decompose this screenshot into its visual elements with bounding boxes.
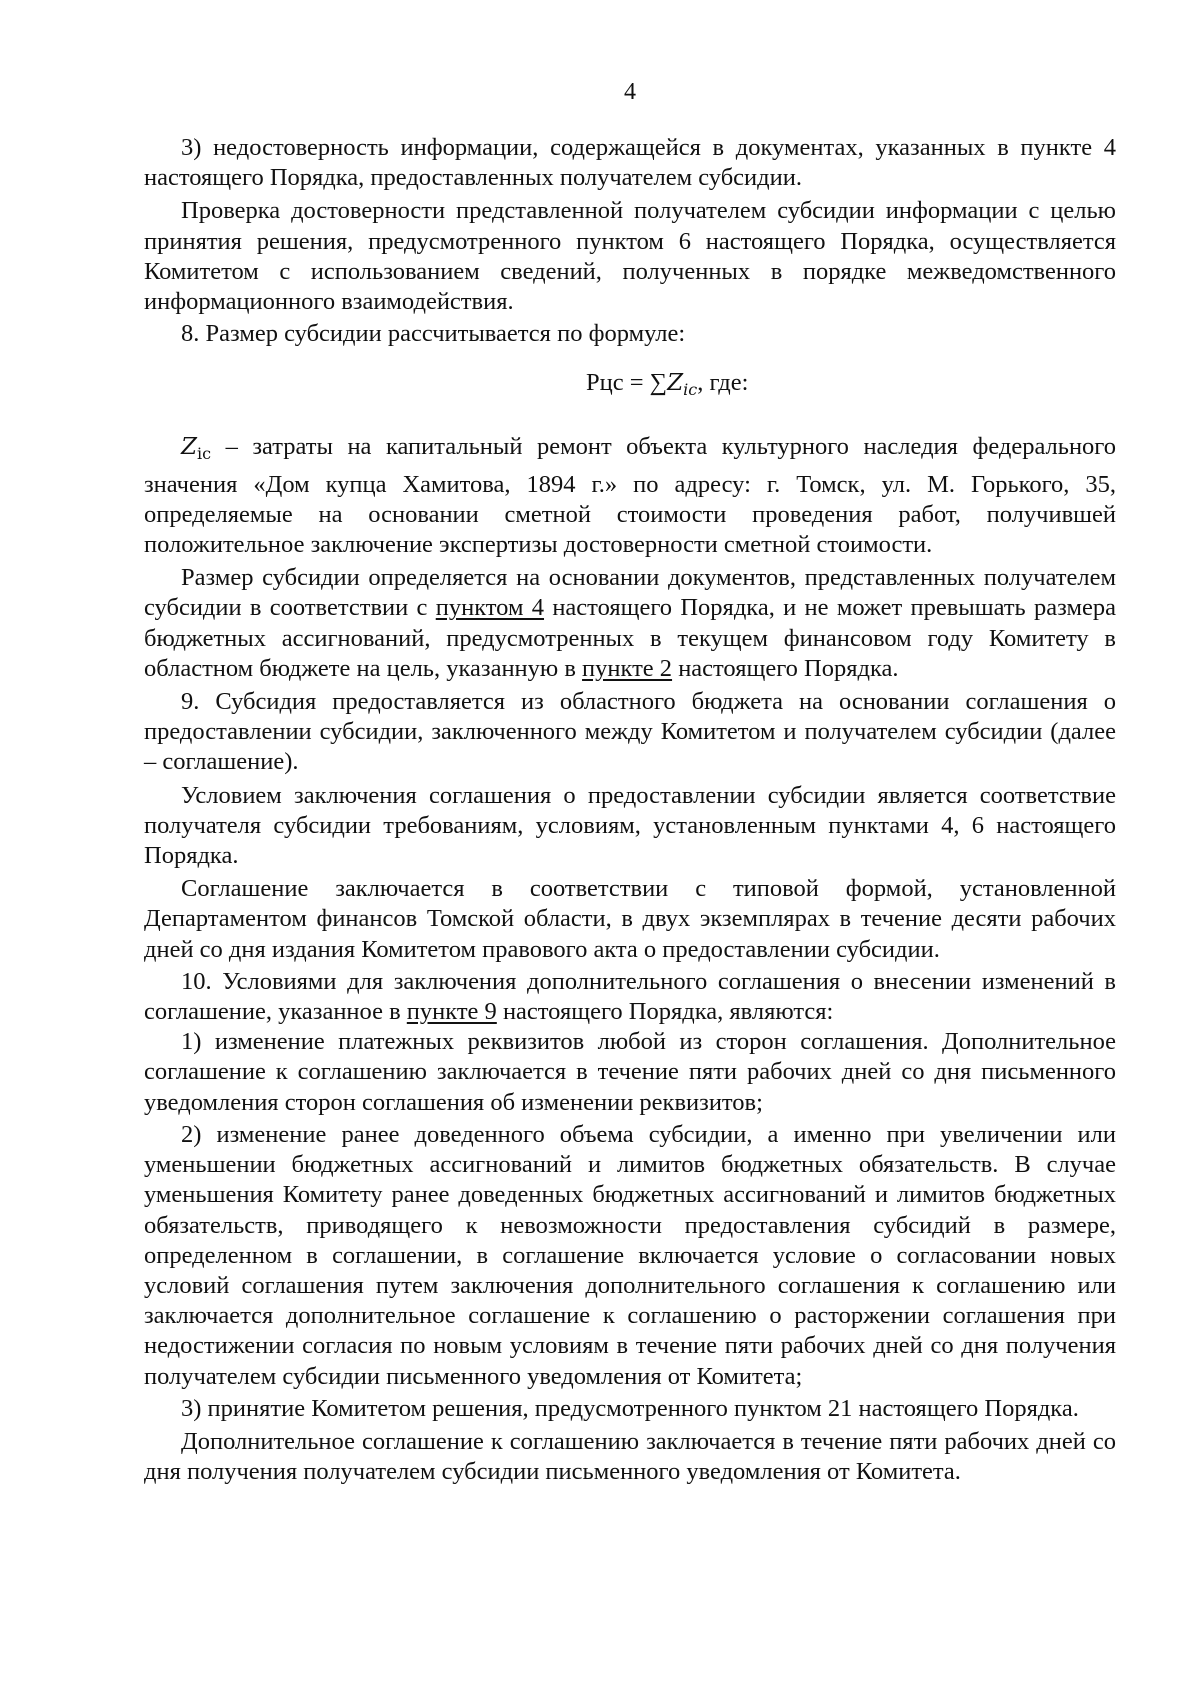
definition-text: – затраты на капитальный ремонт объекта культурного наследия федерального значения «Дом купца Хамитова, 1894 г.» по адресу: г. Томск, ул. М. Горького, 35, определяемые на основании сметной стоимости проведения работ, получившей положительное заключение экспертизы достоверности сметной стоимости.: [144, 433, 1116, 559]
page-number: 4: [624, 79, 636, 105]
paragraph-subsidy-size: [144, 563, 1116, 684]
definition-subscript: ic: [196, 444, 212, 464]
formula-tail: , где:: [697, 369, 749, 397]
subsidy-size-text-b: настоящего Порядка, и не может превышать размера бюджетных ассигнований, предусмотренных в текущем финансовом году Комитету в областном бюджете на цель, указанную в: [144, 594, 1116, 682]
paragraph-sub-item-2: 2) изменение ранее доведенного объема субсидии, а именно при увеличении или уменьшении бюджетных ассигнований и лимитов бюджетных обязательств. В случае уменьшения Комитету ранее доведенных бюджетных ассигнований и лимитов бюджетных обязательств, приводящего к невозможности предоставления субсидий в размере, определенном в соглашении, в соглашение включается условие о согласовании новых условий соглашения путем заключения дополнительного соглашения к соглашению или заключается дополнительное соглашение к соглашению о расторжении соглашения при недостижении согласия по новым условиям в течение пяти рабочих дней со дня получения получателем субсидии письменного уведомления от Комитета;: [144, 1120, 1116, 1390]
paragraph-sub-item-1: 1) изменение платежных реквизитов любой из сторон соглашения. Дополнительное соглашение к соглашению заключается в течение пяти рабочих дней со дня письменного уведомления сторон соглашения об изменении реквизитов;: [144, 1028, 1116, 1116]
paragraph-item-3: 3) недостоверность информации, содержащейся в документах, указанных в пункте 4 настоящего Порядка, предоставленных получателем субсидии.: [144, 134, 1116, 192]
paragraph-point-9: 9. Субсидия предоставляется из областного бюджета на основании соглашения о предоставлении субсидии, заключенного между Комитетом и получателем субсидии (далее – соглашение).: [144, 688, 1116, 776]
document-body: [144, 133, 1116, 1487]
paragraph-point-10: [144, 967, 1116, 1027]
definition-variable: Z: [181, 434, 197, 461]
paragraph-point-8: 8. Размер субсидии рассчитывается по формуле:: [181, 320, 686, 348]
paragraph-formula-definition: [144, 432, 1116, 560]
paragraph-verification: Проверка достоверности представленной получателем субсидии информации с целью принятия решения, предусмотренного пунктом 6 настоящего Порядка, осуществляется Комитетом с использованием сведений, полученных в порядке межведомственного информационного взаимодействия.: [144, 197, 1116, 316]
formula-subscript: ic: [683, 380, 698, 400]
paragraph-additional-agreement: Дополнительное соглашение к соглашению заключается в течение пяти рабочих дней со дня получения получателем субсидии письменного уведомления от Комитета.: [144, 1427, 1116, 1486]
link-point-4[interactable]: пунктом 4: [435, 594, 545, 622]
paragraph-agreement-form: Соглашение заключается в соответствии с типовой формой, установленной Департаментом финансов Томской области, в двух экземплярах в течение десяти рабочих дней со дня издания Комитетом правового акта о предоставлении субсидии.: [144, 875, 1116, 963]
subsidy-size-text-a: Размер субсидии определяется на основании документов, представленных получателем субсидии в соответствии с: [144, 564, 1116, 622]
formula-variable: Z: [667, 370, 684, 397]
paragraph-agreement-condition: Условием заключения соглашения о предоставлении субсидии является соответствие получателя субсидии требованиям, условиям, установленным пунктами 4, 6 настоящего Порядка.: [144, 781, 1116, 870]
point-10-text-b: настоящего Порядка, являются:: [496, 998, 834, 1026]
formula-lhs: Рцс = ∑: [586, 369, 668, 397]
point-10-text-a: 10. Условиями для заключения дополнительного соглашения о внесении изменений в соглашение, указанное в: [144, 967, 1116, 1026]
link-point-9[interactable]: пункте 9: [406, 998, 497, 1026]
paragraph-sub-item-3: 3) принятие Комитетом решения, предусмотренного пунктом 21 настоящего Порядка.: [181, 1394, 1079, 1422]
link-point-2[interactable]: пункте 2: [582, 654, 673, 682]
subsidy-size-text-c: настоящего Порядка.: [672, 654, 899, 682]
formula: [144, 367, 1116, 406]
